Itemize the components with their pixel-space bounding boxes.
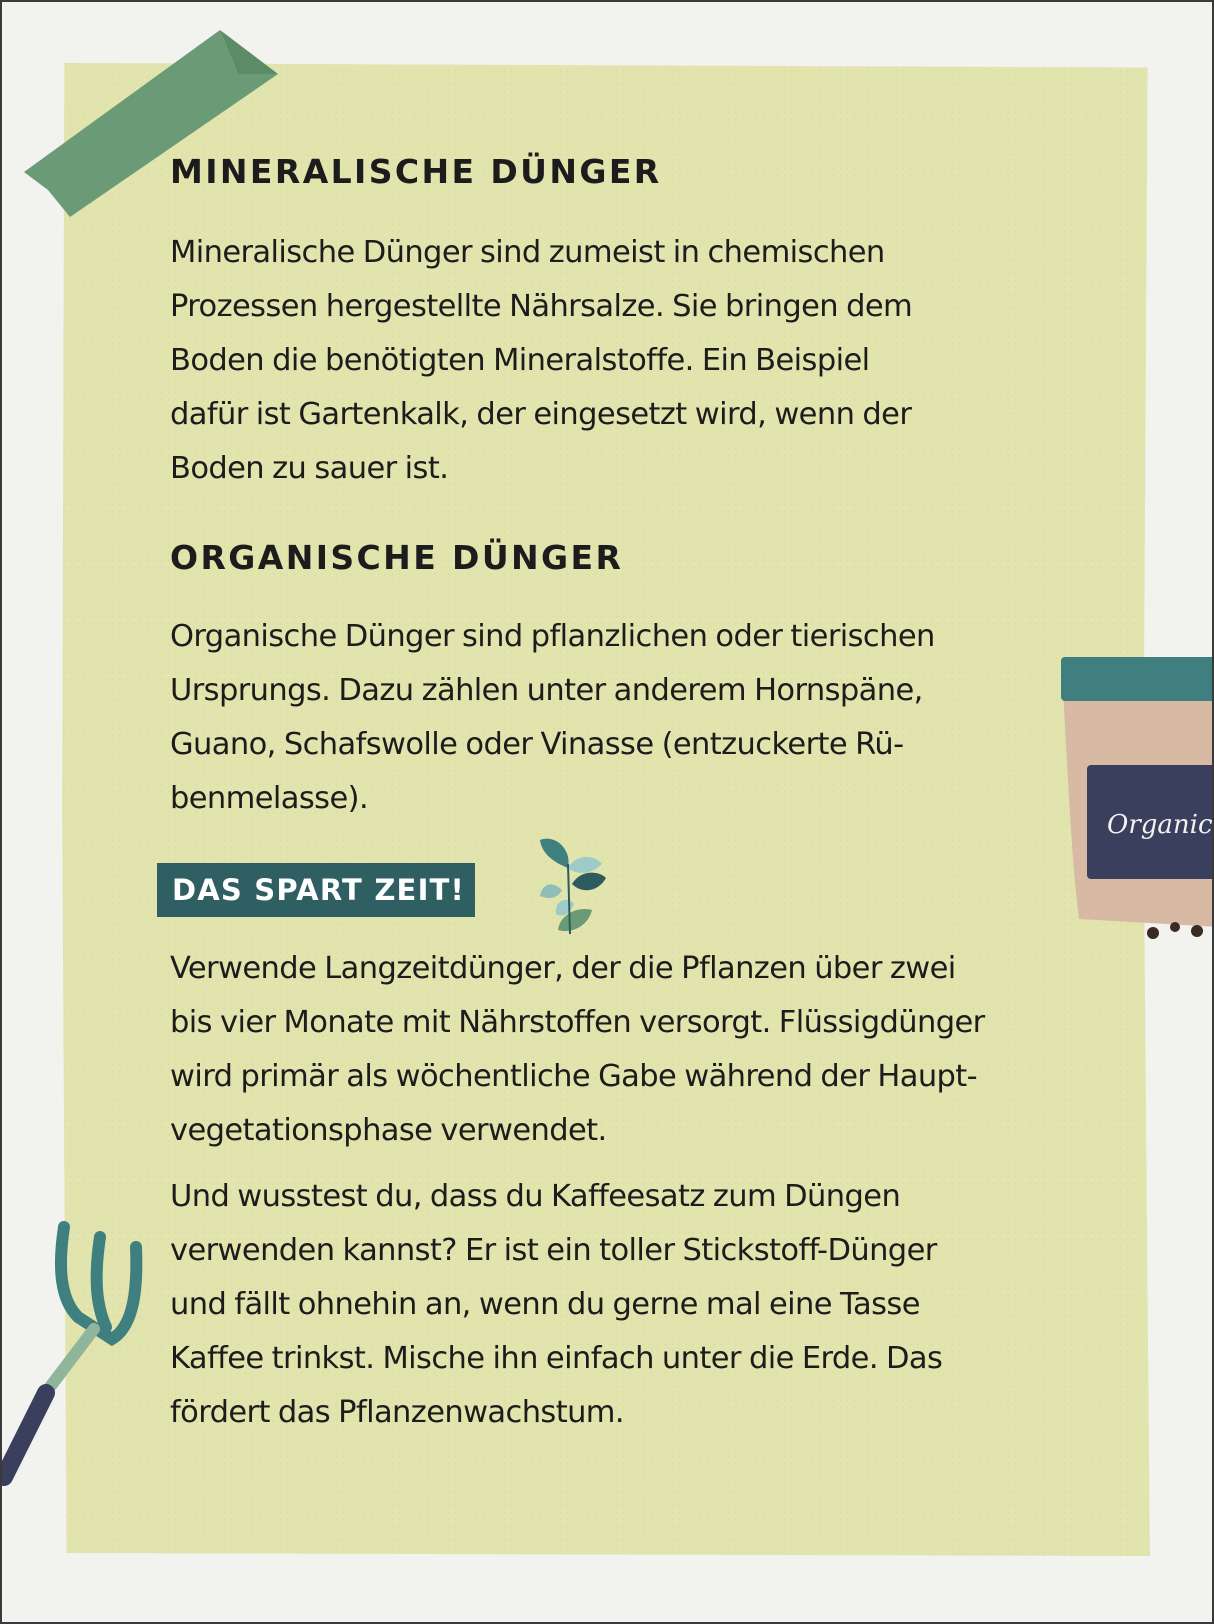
text-line: Kaffee trinkst. Mische ihn einfach unter die Erde. Das [170,1341,943,1376]
text-line: fördert das Pflanzenwachstum. [170,1395,625,1430]
paragraph-tip-2 [170,1170,1050,1440]
text-line: Prozessen hergestellte Nährsalze. Sie bringen dem [170,289,913,324]
tip-badge: DAS SPART ZEIT! [157,863,475,917]
text-line: Organische Dünger sind pflanzlichen oder tierischen [170,619,935,654]
paragraph-organische-duenger [170,610,1050,826]
fertilizer-jar-icon [1057,657,1214,947]
ribbon-icon [20,22,280,232]
paragraph-mineralische-duenger [170,226,1050,496]
text-line: Verwende Langzeitdünger, der die Pflanzen über zwei [170,951,956,986]
text-line: Guano, Schafswolle oder Vinasse (entzuckerte Rü- [170,727,904,762]
text-line: Boden die benötigten Mineralstoffe. Ein Beispiel [170,343,870,378]
text-line: Mineralische Dünger sind zumeist in chemischen [170,235,885,270]
text-line: vegetationsphase verwendet. [170,1113,607,1148]
text-line: benmelasse). [170,781,369,816]
text-line: Ursprungs. Dazu zählen unter anderem Hornspäne, [170,673,923,708]
plant-icon [532,834,612,944]
text-line: und fällt ohnehin an, wenn du gerne mal eine Tasse [170,1287,920,1322]
heading-organische-duenger: ORGANISCHE DÜNGER [170,538,624,577]
paragraph-tip-1 [170,942,1050,1158]
text-line: dafür ist Gartenkalk, der eingesetzt wird, wenn der [170,397,912,432]
text-line: wird primär als wöchentliche Gabe während der Haupt- [170,1059,978,1094]
heading-mineralische-duenger: MINERALISCHE DÜNGER [170,152,662,191]
jar-label-text: Organic [1107,810,1213,840]
text-line: bis vier Monate mit Nährstoffen versorgt. Flüssigdünger [170,1005,985,1040]
text-line: Und wusstest du, dass du Kaffeesatz zum Düngen [170,1179,901,1214]
text-line: Boden zu sauer ist. [170,451,449,486]
garden-fork-icon [2,1207,152,1507]
text-line: verwenden kannst? Er ist ein toller Stickstoff-Dünger [170,1233,937,1268]
